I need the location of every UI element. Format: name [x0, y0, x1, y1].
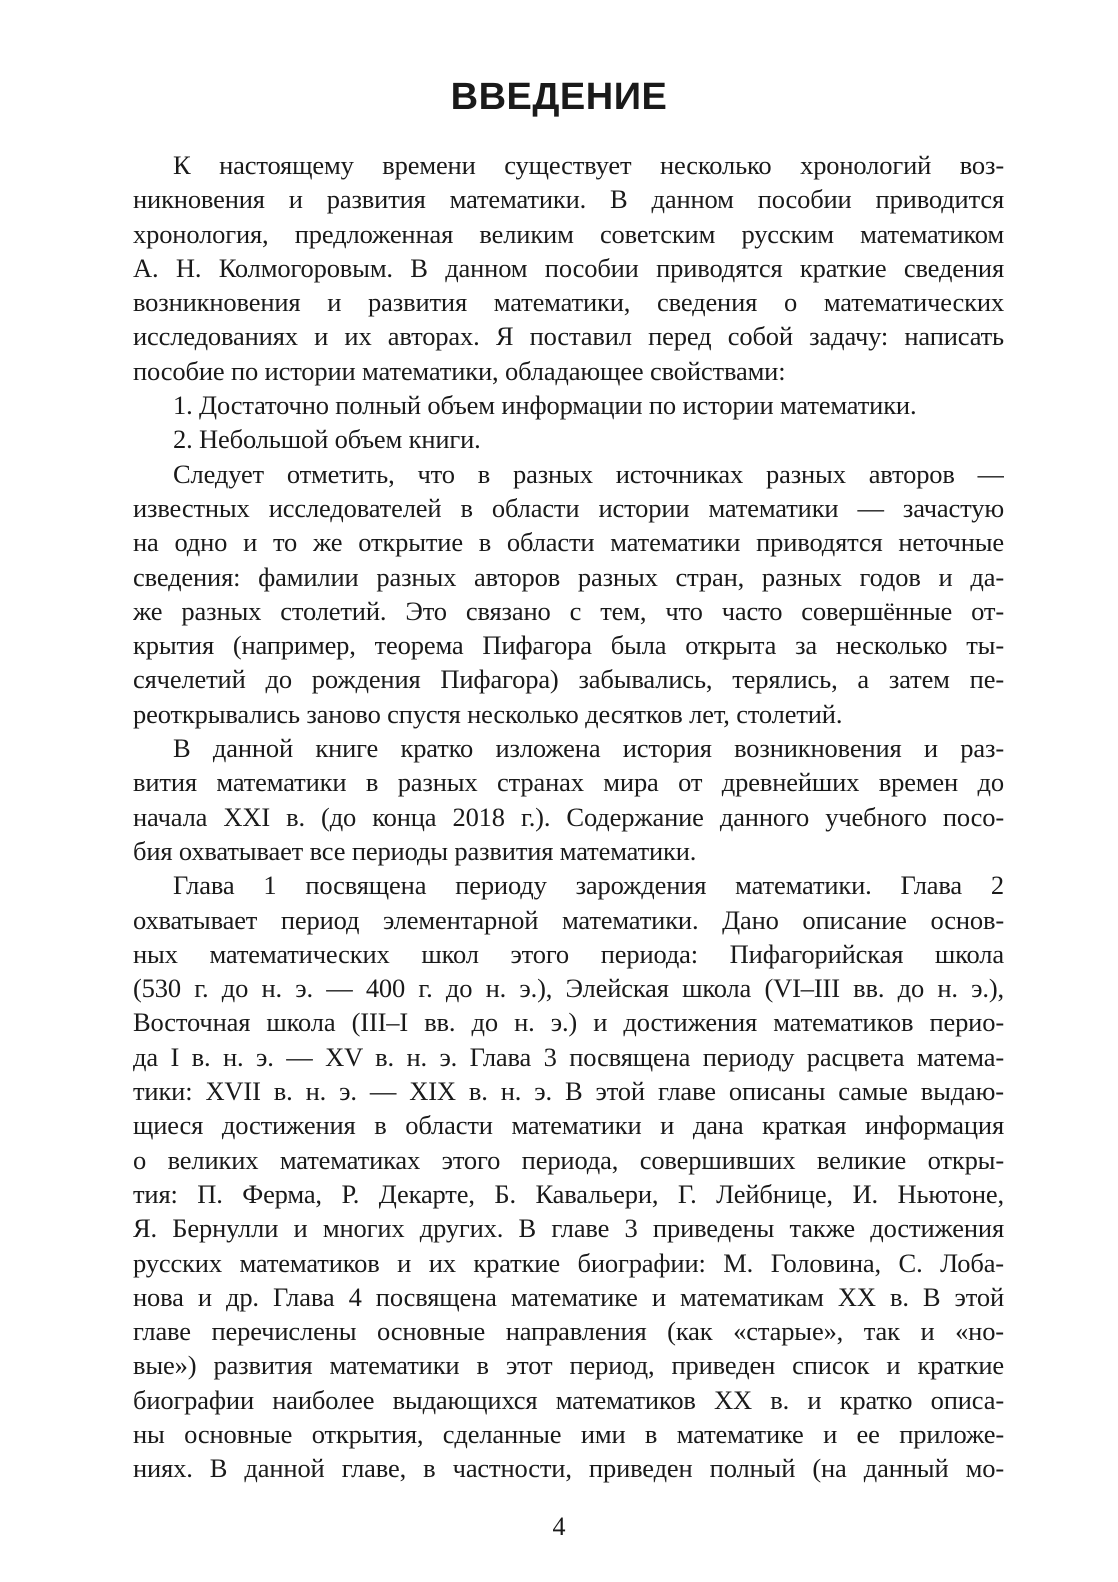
text-line: ны основные открытия, сделанные ими в математике и ее приложе- [133, 1418, 1004, 1449]
text-line: бия охватывает все периоды развития математики. [133, 835, 697, 866]
text-line: никновения и развития математики. В данном пособии приводится [133, 184, 1004, 215]
text-line: Восточная школа (III–I вв. до н. э.) и достижения математиков перио- [133, 1007, 1004, 1038]
text-line: известных исследователей в области истории математики — зачастую [133, 492, 1004, 523]
text-line: на одно и то же открытие в области математики приводятся неточные [133, 527, 1004, 558]
text-line: возникновения и развития математики, сведения о математических [133, 287, 1004, 318]
text-line: реоткрывались заново спустя несколько десятков лет, столетий. [133, 698, 843, 729]
text-line: В данной книге кратко изложена история возникновения и раз- [173, 733, 1004, 764]
text-line: вития математики в разных странах мира от древнейших времен до [133, 767, 1004, 798]
text-line: щиеся достижения в области математики и дана краткая информация [133, 1110, 1004, 1141]
text-line: сведения: фамилии разных авторов разных стран, разных годов и да- [133, 561, 1004, 592]
text-line: Глава 1 посвящена периоду зарождения математики. Глава 2 [173, 870, 1004, 901]
text-line: нова и др. Глава 4 посвящена математике и математикам XX в. В этой [133, 1281, 1004, 1312]
text-line: русских математиков и их краткие биографии: М. Головина, С. Лоба- [133, 1247, 1004, 1278]
text-line: А. Н. Колмогоровым. В данном пособии приводятся краткие сведения [133, 252, 1004, 283]
text-line: тия: П. Ферма, Р. Декарте, Б. Кавальери, Г. Лейбнице, И. Ньютоне, [133, 1178, 1004, 1209]
text-line: биографии наиболее выдающихся математиков XX в. и кратко описа- [133, 1384, 1004, 1415]
text-line: главе перечислены основные направления (как «старые», так и «но- [133, 1316, 1004, 1347]
text-line: Я. Бернулли и многих других. В главе 3 приведены также достижения [133, 1213, 1004, 1244]
text-line: крытия (например, теорема Пифагора была открыта за несколько ты- [133, 630, 1004, 661]
text-line: (530 г. до н. э. — 400 г. до н. э.), Элейская школа (VI–III вв. до н. э.), [133, 973, 1004, 1004]
text-line: Следует отметить, что в разных источниках разных авторов — [173, 458, 1004, 489]
text-line: ниях. В данной главе, в частности, приведен полный (на данный мо- [133, 1453, 1004, 1484]
page-number: 4 [552, 1512, 566, 1541]
text-line: охватывает период элементарной математики. Дано описание основ- [133, 904, 1004, 935]
text-line: тики: XVII в. н. э. — XIX в. н. э. В этой главе описаны самые выдаю- [133, 1076, 1004, 1107]
text-line: да I в. н. э. — XV в. н. э. Глава 3 посвящена периоду расцвета матема- [133, 1041, 1004, 1072]
page-title: ВВЕДЕНИЕ [450, 76, 668, 118]
body-text [133, 148, 1004, 1486]
text-line: начала XXI в. (до конца 2018 г.). Содержание данного учебного посо- [133, 801, 1004, 832]
text-line: 2. Небольшой объем книги. [173, 424, 481, 455]
text-line: о великих математиках этого периода, совершивших великие откры- [133, 1144, 1004, 1175]
text-line: К настоящему времени существует несколько хронологий воз- [173, 150, 1004, 180]
text-line: пособие по истории математики, обладающее свойствами: [133, 355, 786, 386]
text-line: хронология, предложенная великим советским русским математиком [133, 218, 1004, 249]
text-line: сячелетий до рождения Пифагора) забывались, терялись, а затем пе- [133, 664, 1004, 695]
text-line: ных математических школ этого периода: Пифагорийская школа [133, 938, 1004, 969]
text-line: исследованиях и их авторах. Я поставил перед собой задачу: написать [133, 321, 1004, 352]
text-line: 1. Достаточно полный объем информации по истории математики. [173, 390, 917, 421]
text-line: вые») развития математики в этот период, приведен список и краткие [133, 1350, 1004, 1381]
text-line: же разных столетий. Это связано с тем, что часто совершённые от- [133, 595, 1004, 626]
